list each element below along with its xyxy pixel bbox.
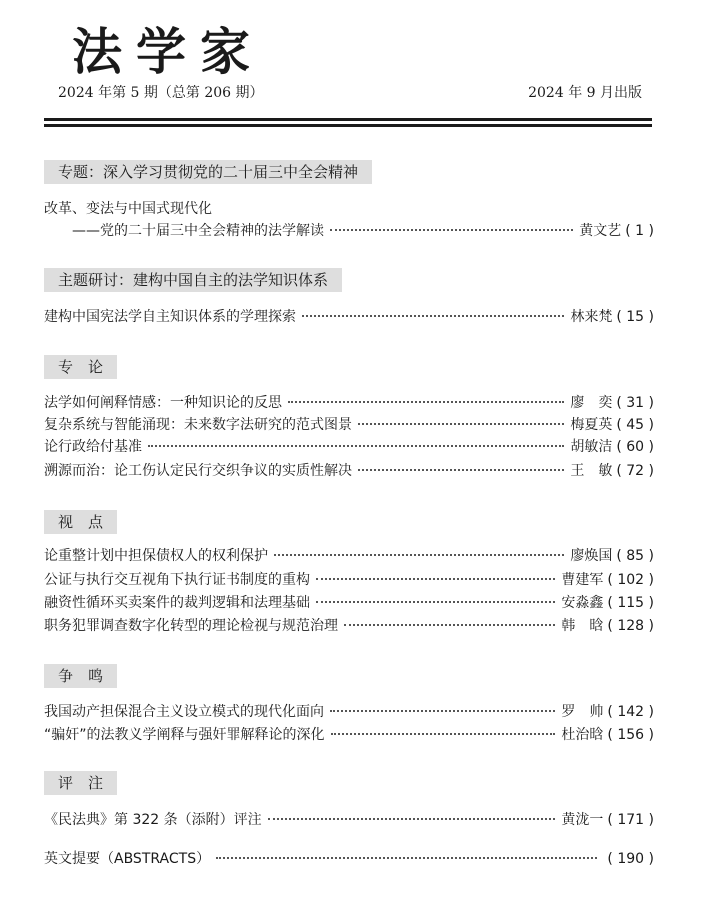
toc-entry[interactable]	[44, 615, 654, 637]
entry-title: ——党的二十届三中全会精神的法学解读	[72, 223, 324, 239]
entry-title: 建构中国宪法学自主知识体系的学理探索	[44, 309, 296, 325]
entry-author: 曹建军	[561, 572, 604, 588]
toc-entry[interactable]	[44, 545, 654, 567]
dot-leader	[268, 818, 556, 820]
toc-entry[interactable]	[44, 569, 654, 591]
entry-author: 黄文艺	[579, 223, 622, 239]
issue-number: 2024 年第 5 期（总第 206 期）	[58, 85, 264, 101]
entry-page: ( 102 )	[607, 569, 654, 591]
entry-title: 公证与执行交互视角下执行证书制度的重构	[44, 572, 310, 588]
entry-title: 职务犯罪调查数字化转型的理论检视与规范治理	[44, 618, 338, 634]
entry-author: 廖焕国	[570, 548, 613, 564]
entry-page: ( 128 )	[607, 615, 654, 637]
dot-leader	[358, 423, 564, 425]
entry-title: 我国动产担保混合主义设立模式的现代化面向	[44, 704, 324, 720]
publication-date: 2024 年 9 月出版	[528, 85, 642, 101]
toc-entry[interactable]	[44, 436, 654, 458]
entry-title: 《民法典》第 322 条（添附）评注	[44, 812, 262, 828]
dot-leader	[216, 857, 597, 859]
entry-page: ( 115 )	[607, 592, 654, 614]
toc-entry[interactable]	[44, 809, 654, 831]
section-heading-viewpoints: 视 点	[44, 510, 117, 534]
entry-page: ( 60 )	[616, 436, 654, 458]
entry-author: 王 敏	[570, 463, 613, 479]
entry-author: 杜治晗	[561, 727, 604, 743]
dot-leader	[302, 315, 564, 317]
dot-leader	[148, 445, 564, 447]
toc-entry[interactable]	[44, 460, 654, 482]
dot-leader	[316, 578, 555, 580]
entry-author: 罗 帅	[561, 704, 604, 720]
entry-author: 安淼鑫	[561, 595, 604, 611]
entry-page: ( 85 )	[616, 545, 654, 567]
entry-author: 黄泷一	[561, 812, 604, 828]
section-heading-special-topic: 专题：深入学习贯彻党的二十届三中全会精神	[44, 160, 372, 184]
entry-author: 梅夏英	[570, 417, 613, 433]
dot-leader	[288, 401, 564, 403]
entry-title: 英文提要（ABSTRACTS）	[44, 851, 211, 867]
entry-title-line1: 改革、变法与中国式现代化	[44, 201, 212, 217]
dot-leader	[330, 229, 573, 231]
entry-page: ( 45 )	[616, 414, 654, 436]
dot-leader	[358, 469, 564, 471]
toc-entry[interactable]	[44, 724, 654, 746]
toc-entry[interactable]	[44, 592, 654, 614]
entry-title: 法学如何阐释情感：一种知识论的反思	[44, 395, 282, 411]
entry-author: 胡敏洁	[570, 439, 613, 455]
header-rule-bottom	[44, 124, 652, 127]
entry-title: 论重整计划中担保债权人的权利保护	[44, 548, 268, 564]
entry-title: “骗奸”的法教义学阐释与强奸罪解释论的深化	[44, 727, 325, 743]
entry-title: 复杂系统与智能涌现：未来数字法研究的范式图景	[44, 417, 352, 433]
entry-title: 论行政给付基准	[44, 439, 142, 455]
toc-entry[interactable]	[44, 414, 654, 436]
dot-leader	[331, 733, 556, 735]
journal-title: 法学家	[72, 22, 264, 81]
section-heading-theme-discussion: 主题研讨：建构中国自主的法学知识体系	[44, 268, 342, 292]
dot-leader	[344, 624, 555, 626]
dot-leader	[330, 710, 555, 712]
section-heading-debate: 争 鸣	[44, 664, 117, 688]
entry-title: 溯源而治：论工伤认定民行交织争议的实质性解决	[44, 463, 352, 479]
toc-entry[interactable]	[44, 392, 654, 414]
entry-page: ( 171 )	[607, 809, 654, 831]
entry-page: ( 31 )	[616, 392, 654, 414]
entry-page: ( 15 )	[616, 306, 654, 328]
dot-leader	[316, 601, 555, 603]
entry-page: ( 72 )	[616, 460, 654, 482]
entry-author: 韩 晗	[561, 618, 604, 634]
entry-page: ( 142 )	[607, 701, 654, 723]
section-heading-special-essays: 专 论	[44, 355, 117, 379]
entry-page: ( 190 )	[607, 848, 654, 870]
entry-page: ( 1 )	[625, 220, 654, 242]
entry-author: 林来梵	[570, 309, 613, 325]
entry-author: 廖 奕	[570, 395, 613, 411]
toc-entry-abstracts[interactable]	[44, 848, 654, 870]
section-heading-commentary: 评 注	[44, 771, 117, 795]
toc-entry[interactable]	[44, 701, 654, 723]
entry-page: ( 156 )	[607, 724, 654, 746]
header-rule-top	[44, 118, 652, 121]
toc-entry[interactable]	[72, 220, 654, 242]
toc-entry[interactable]	[44, 306, 654, 328]
dot-leader	[274, 554, 564, 556]
entry-title: 融资性循环买卖案件的裁判逻辑和法理基础	[44, 595, 310, 611]
